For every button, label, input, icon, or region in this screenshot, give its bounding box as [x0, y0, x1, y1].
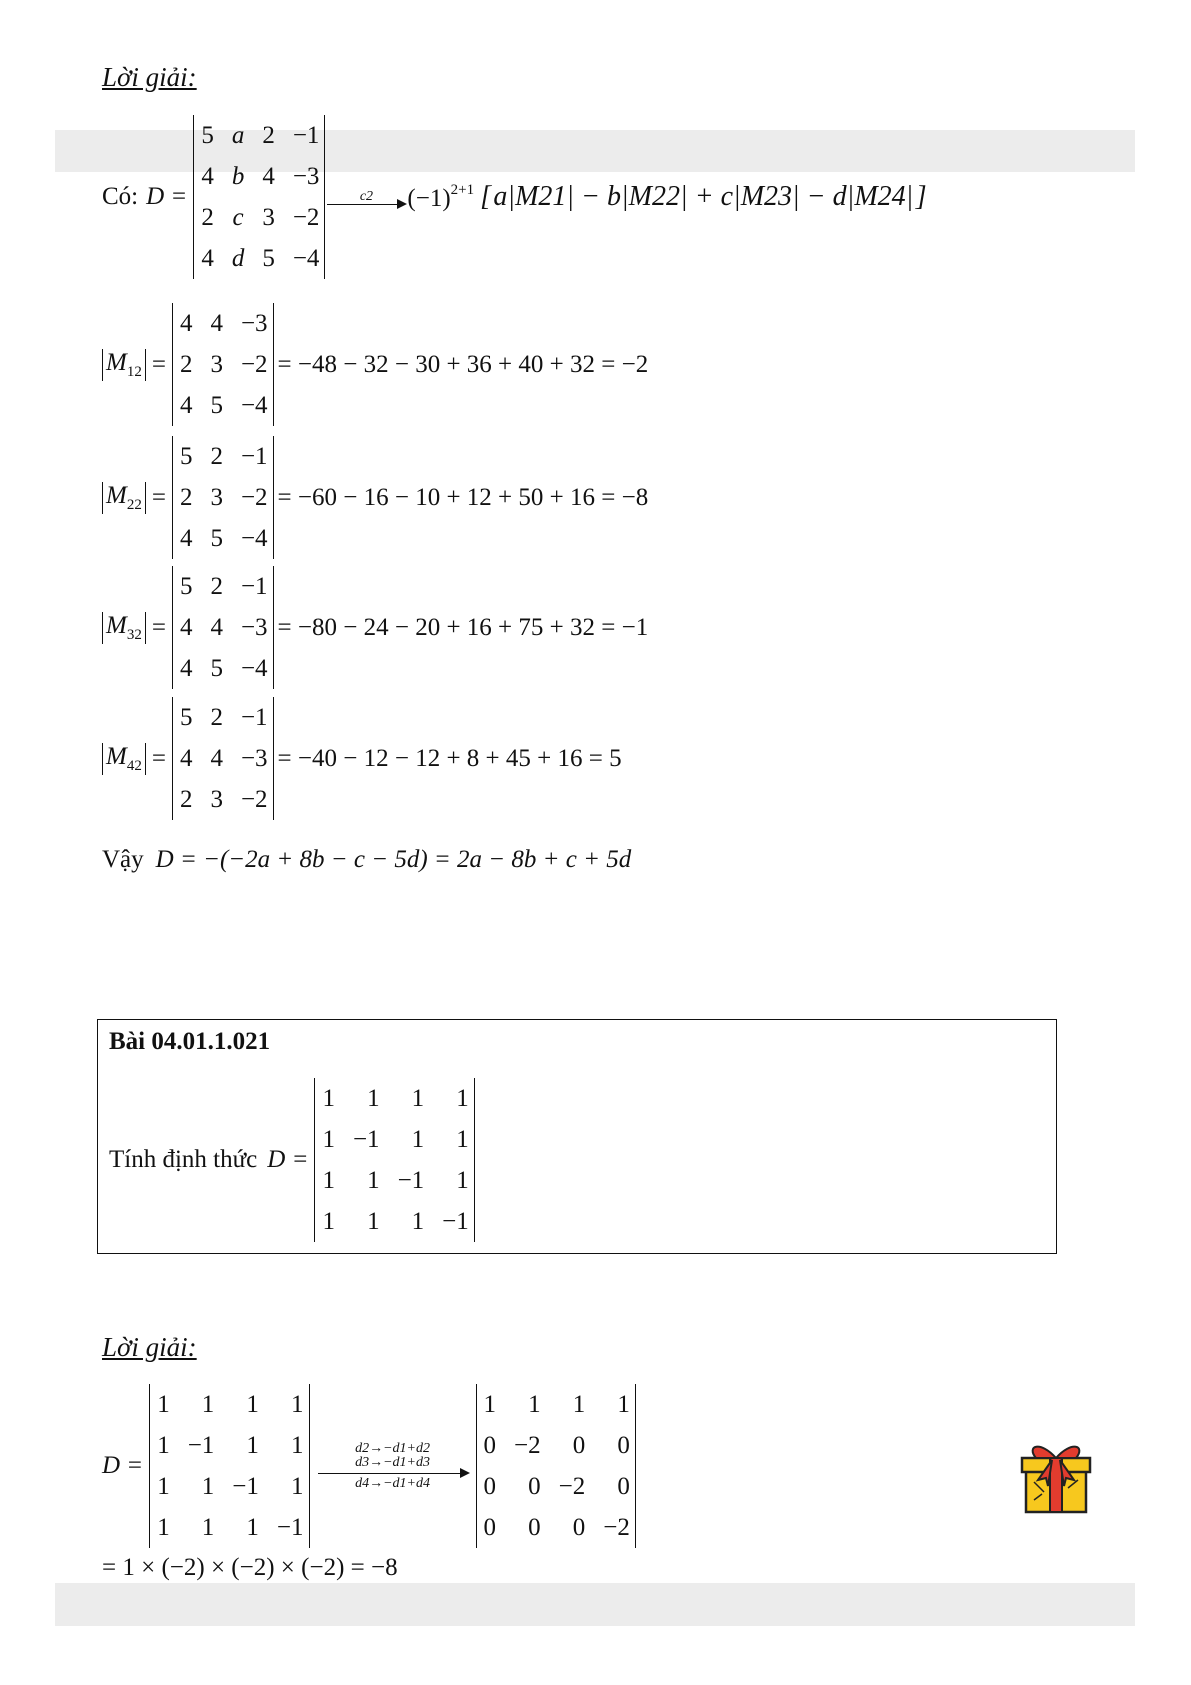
minor-label — [102, 743, 146, 775]
matrix-row — [178, 344, 268, 385]
matrix-row — [178, 477, 268, 518]
matrix-cell: 2 — [210, 442, 223, 470]
matrix-cell: 4 — [179, 309, 193, 337]
conclusion-formula: D = −(−2a + 8b − c − 5d) = 2a − 8b + c + 5d — [155, 846, 632, 873]
matrix-cell: −2 — [514, 1431, 541, 1459]
matrix-cell: 2 — [210, 572, 223, 600]
matrix-row — [178, 436, 268, 477]
conclusion — [102, 846, 631, 874]
cofactor-sum: [ a|M21| − b|M22| + c|M23| − d|M24| ] — [480, 181, 927, 212]
minor-name: M — [106, 742, 127, 770]
matrix-row — [199, 115, 319, 156]
matrix-cell: 3 — [210, 350, 223, 378]
matrix-table — [178, 566, 268, 689]
matrix-cell: 4 — [210, 613, 223, 641]
minor-label — [102, 482, 146, 514]
matrix-row — [320, 1119, 468, 1160]
matrix-row — [199, 238, 319, 279]
matrix-row — [178, 385, 268, 426]
matrix-cell: −3 — [240, 309, 268, 337]
matrix-cell: 1 — [291, 1390, 304, 1418]
matrix-row — [320, 1078, 468, 1119]
matrix-cell: 4 — [179, 391, 193, 419]
matrix-cell: −3 — [292, 162, 320, 190]
matrix-cell: 2 — [201, 203, 214, 231]
matrix-cell: 5 — [179, 572, 193, 600]
matrix-cell: 1 — [246, 1513, 259, 1541]
matrix-row — [482, 1384, 630, 1425]
matrix-cell: 1 — [246, 1431, 259, 1459]
matrix-cell: 1 — [322, 1084, 335, 1112]
matrix-cell: 1 — [157, 1390, 170, 1418]
matrix-row — [178, 518, 268, 559]
matrix-cell: 0 — [572, 1431, 586, 1459]
minor-name: M — [106, 348, 127, 376]
matrix-cell: −4 — [240, 524, 268, 552]
matrix-cell: −1 — [240, 442, 268, 470]
equals-sign: = — [151, 350, 166, 378]
matrix-cell: 0 — [572, 1513, 586, 1541]
problem-prompt: Tính định thức — [109, 1146, 258, 1173]
matrix-cell: 4 — [179, 613, 193, 641]
matrix-cell: 1 — [456, 1125, 469, 1153]
matrix-cell: −1 — [352, 1125, 380, 1153]
d-label: D = — [146, 183, 188, 210]
minor-label — [102, 612, 146, 644]
minor-result: = −80 − 24 − 20 + 16 + 75 + 32 = −1 — [277, 613, 649, 641]
minor-result: = −60 − 16 − 10 + 12 + 50 + 16 = −8 — [277, 483, 649, 511]
matrix-row — [320, 1160, 468, 1201]
matrix-table — [155, 1384, 303, 1548]
matrix-cell: 4 — [262, 162, 275, 190]
matrix-cell: 2 — [262, 121, 275, 149]
solution-heading-2: Lời giải: — [102, 1332, 197, 1362]
matrix-cell: 2 — [179, 483, 193, 511]
matrix-row — [178, 607, 268, 648]
matrix-cell: 4 — [210, 744, 223, 772]
matrix-cell: 0 — [483, 1472, 497, 1500]
minor-matrix — [172, 436, 274, 559]
matrix-cell: −4 — [240, 654, 268, 682]
matrix-row — [199, 197, 319, 238]
matrix-cell: 0 — [617, 1472, 630, 1500]
final-result: = 1 × (−2) × (−2) × (−2) = −8 — [102, 1554, 398, 1581]
minor-32 — [102, 566, 648, 689]
matrix-row — [178, 566, 268, 607]
matrix-cell: −1 — [276, 1513, 304, 1541]
matrix-row — [482, 1466, 630, 1507]
row-ops-arrow — [318, 1442, 468, 1491]
vay-label: Vậy — [102, 846, 144, 873]
matrix-cell: 1 — [411, 1084, 425, 1112]
matrix-cell: 1 — [528, 1390, 541, 1418]
matrix-row — [178, 738, 268, 779]
minor-matrix — [172, 697, 274, 820]
matrix-cell: 0 — [528, 1472, 541, 1500]
arrow-label: c2 — [359, 188, 374, 204]
matrix-cell: −2 — [240, 350, 268, 378]
matrix-cell: 5 — [210, 654, 223, 682]
matrix-row — [178, 779, 268, 820]
matrix-cell: 5 — [210, 391, 223, 419]
matrix-row — [320, 1201, 468, 1242]
sign-power: 2+1 — [450, 181, 475, 198]
matrix-cell: 3 — [210, 483, 223, 511]
matrix-cell: 5 — [179, 703, 193, 731]
matrix-4x4-abcd — [193, 115, 325, 279]
row-reduction — [102, 1384, 636, 1548]
matrix-cell: 1 — [483, 1390, 497, 1418]
matrix-cell: 1 — [572, 1390, 586, 1418]
sign-factor — [407, 182, 474, 213]
minor-name: M — [106, 611, 127, 639]
matrix-row — [155, 1507, 303, 1548]
matrix-cell: 4 — [210, 309, 223, 337]
matrix-cell: 1 — [157, 1513, 170, 1541]
matrix-cell: 0 — [528, 1513, 541, 1541]
problem-box — [97, 1019, 1057, 1254]
matrix-cell: 1 — [201, 1513, 215, 1541]
matrix-row — [155, 1384, 303, 1425]
matrix-cell: 1 — [322, 1125, 335, 1153]
minor-42 — [102, 697, 622, 820]
matrix-cell: 1 — [291, 1472, 304, 1500]
minor-result: = −48 − 32 − 30 + 36 + 40 + 32 = −2 — [277, 350, 649, 378]
s2-matrix — [149, 1384, 309, 1548]
matrix-cell: −1 — [442, 1207, 469, 1235]
minor-22 — [102, 436, 648, 559]
row-op-3: d4→−d1+d4 — [355, 1475, 430, 1491]
matrix-cell: 1 — [617, 1390, 630, 1418]
matrix-cell: 3 — [210, 785, 223, 813]
matrix-cell: −3 — [240, 744, 268, 772]
sign-base: (−1) — [407, 184, 451, 212]
matrix-cell: 1 — [367, 1207, 380, 1235]
matrix-cell: 3 — [262, 203, 275, 231]
minor-12 — [102, 303, 648, 426]
page-band-bottom — [55, 1583, 1135, 1626]
cofactor-terms: a|M21| − b|M22| + c|M23| − d|M24| — [493, 181, 914, 212]
matrix-cell: 1 — [367, 1166, 380, 1194]
matrix-cell: 1 — [157, 1472, 170, 1500]
matrix-cell: −1 — [187, 1431, 215, 1459]
solution-heading-1: Lời giải: — [102, 62, 197, 92]
matrix-cell: 1 — [456, 1084, 469, 1112]
matrix-cell: 4 — [179, 524, 193, 552]
problem-d-label: D = — [267, 1146, 309, 1173]
matrix-cell: c — [232, 203, 244, 231]
matrix-cell: b — [231, 162, 245, 190]
expand-arrow — [327, 190, 405, 205]
equals-sign: = — [151, 613, 166, 641]
matrix-row — [482, 1507, 630, 1548]
matrix-table — [178, 436, 268, 559]
matrix-cell: 5 — [179, 442, 193, 470]
matrix-cell: 4 — [179, 654, 193, 682]
matrix-row — [178, 303, 268, 344]
matrix-table — [178, 697, 268, 820]
matrix-cell: −2 — [603, 1513, 630, 1541]
matrix-cell: 1 — [456, 1166, 469, 1194]
matrix-cell: 4 — [201, 244, 214, 272]
matrix-cell: 1 — [157, 1431, 170, 1459]
matrix-cell: 0 — [483, 1513, 497, 1541]
row-op-2: d3→−d1+d3 — [355, 1454, 430, 1470]
row-op-1: d2→−d1+d2 — [355, 1440, 430, 1456]
minor-name: M — [106, 481, 127, 509]
matrix-row — [155, 1425, 303, 1466]
matrix-cell: d — [231, 244, 245, 272]
matrix-row — [178, 697, 268, 738]
problem-title: Bài 04.01.1.021 — [109, 1028, 271, 1055]
s2-d-label: D = — [102, 1452, 144, 1479]
matrix-table — [482, 1384, 630, 1548]
matrix-cell: 1 — [411, 1125, 425, 1153]
minor-subscript: 22 — [126, 496, 142, 513]
matrix-cell: −2 — [292, 203, 320, 231]
matrix-cell: 0 — [617, 1431, 630, 1459]
minor-matrix — [172, 566, 274, 689]
matrix-cell: 1 — [367, 1084, 380, 1112]
matrix-cell: a — [231, 121, 245, 149]
matrix-cell: 4 — [179, 744, 193, 772]
matrix-cell: −1 — [292, 121, 320, 149]
matrix-row — [199, 156, 319, 197]
matrix-cell: −2 — [558, 1472, 586, 1500]
matrix-cell: 1 — [246, 1390, 259, 1418]
matrix-cell: −2 — [240, 483, 268, 511]
matrix-cell: 1 — [201, 1390, 215, 1418]
minor-matrix — [172, 303, 274, 426]
matrix-row — [155, 1466, 303, 1507]
equals-sign: = — [151, 483, 166, 511]
matrix-cell: 1 — [322, 1207, 335, 1235]
matrix-cell: 5 — [210, 524, 223, 552]
minor-subscript: 42 — [126, 757, 142, 774]
matrix-cell: 1 — [322, 1166, 335, 1194]
matrix-cell: −4 — [240, 391, 268, 419]
co-label: Có: — [102, 183, 139, 210]
matrix-cell: 1 — [411, 1207, 425, 1235]
matrix-cell: 0 — [483, 1431, 497, 1459]
matrix-cell: −4 — [292, 244, 320, 272]
matrix-cell: 1 — [291, 1431, 304, 1459]
matrix-cell: −2 — [240, 785, 268, 813]
matrix-cell: 2 — [210, 703, 223, 731]
minor-result: = −40 − 12 − 12 + 8 + 45 + 16 = 5 — [277, 744, 622, 772]
matrix-cell: 1 — [201, 1472, 215, 1500]
matrix-table — [320, 1078, 468, 1242]
determinant-expansion — [102, 115, 927, 279]
matrix-cell: 5 — [262, 244, 275, 272]
matrix-row — [482, 1425, 630, 1466]
matrix-cell: 5 — [201, 121, 214, 149]
matrix-table — [178, 303, 268, 426]
minor-subscript: 12 — [126, 363, 142, 380]
matrix-cell: 4 — [201, 162, 214, 190]
matrix-cell: −1 — [397, 1166, 425, 1194]
matrix-table — [199, 115, 319, 279]
matrix-cell: −1 — [240, 572, 268, 600]
minor-subscript: 32 — [126, 626, 142, 643]
matrix-cell: −1 — [240, 703, 268, 731]
matrix-cell: −1 — [232, 1472, 259, 1500]
minor-label — [102, 349, 146, 381]
gift-icon[interactable] — [1020, 1438, 1092, 1514]
matrix-row — [178, 648, 268, 689]
matrix-cell: 2 — [179, 785, 193, 813]
problem-matrix — [314, 1078, 474, 1242]
s2-result-matrix — [476, 1384, 636, 1548]
matrix-cell: 2 — [179, 350, 193, 378]
equals-sign: = — [151, 744, 166, 772]
matrix-cell: −3 — [240, 613, 268, 641]
